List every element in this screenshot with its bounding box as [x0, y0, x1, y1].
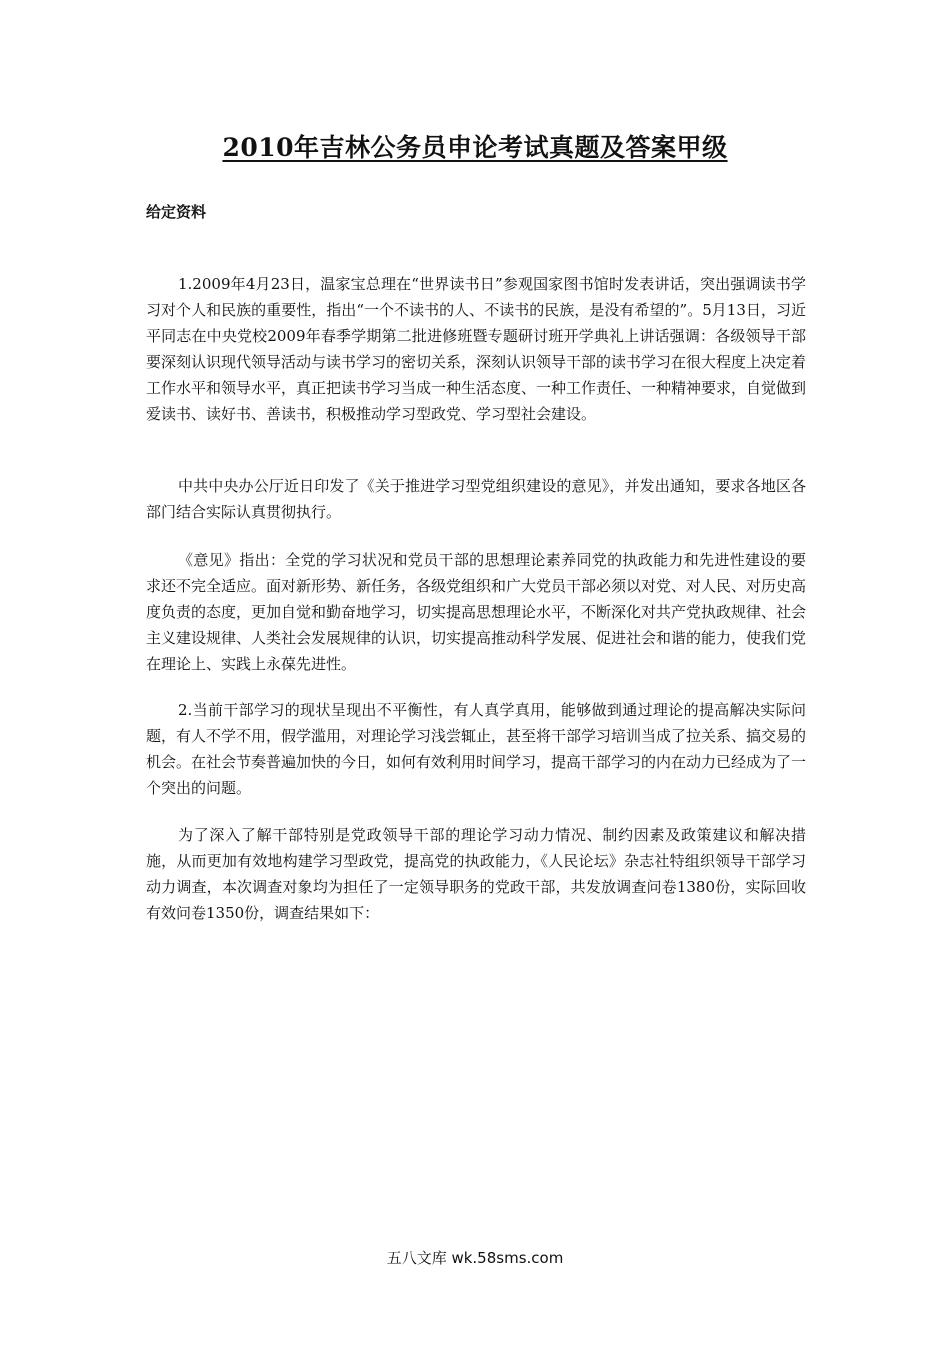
paragraph-5: 为了深入了解干部特别是党政领导干部的理论学习动力情况、制约因素及政策建议和解决措施，从而更加有效地构建学习型政党，提高党的执政能力，《人民论坛》杂志社特组织领导干部学习动力调查，本次调查对象均为担任了一定领导职务的党政干部，共发放调查问卷1380份，实际回收有效问卷1350份，调查结果如下：: [146, 826, 806, 922]
paragraph-4: 2.当前干部学习的现状呈现出不平衡性，有人真学真用，能够做到通过理论的提高解决实际问题，有人不学不用，假学滥用，对理论学习浅尝辄止，甚至将干部学习培训当成了拉关系、搞交易的机会。在社会节奏普遍加快的今日，如何有效利用时间学习，提高干部学习的内在动力已经成为了一个突出的问题。: [146, 701, 807, 797]
page-footer: 五八文库 wk.58sms.com: [386, 1249, 564, 1267]
section-heading: 给定资料: [146, 203, 207, 221]
paragraph-1: 1.2009年4月23日，温家宝总理在“世界读书日”参观国家图书馆时发表讲话，突出强调读书学习对个人和民族的重要性，指出“一个不读书的人、不读书的民族，是没有希望的”。5月13日，习近平同志在中央党校2009年春季学期第二批进修班暨专题研讨班开学典礼上讲话强调：各级领导干部要深刻认识现代领导活动与读书学习的密切关系，深刻认识领导干部的读书学习在很大程度上决定着工作水平和领导水平，真正把读书学习当成一种生活态度、一种工作责任、一种精神要求，自觉做到爱读书、读好书、善读书，积极推动学习型政党、学习型社会建设。: [146, 275, 807, 423]
document-title: 2010年吉林公务员申论考试真题及答案甲级: [222, 133, 728, 162]
paragraph-3: 《意见》指出：全党的学习状况和党员干部的思想理论素养同党的执政能力和先进性建设的要求还不完全适应。面对新形势、新任务，各级党组织和广大党员干部必须以对党、对人民、对历史高度负责的态度，更加自觉和勤奋地学习，切实提高思想理论水平，不断深化对共产党执政规律、社会主义建设规律、人类社会发展规律的认识，切实提高推动科学发展、促进社会和谐的能力，使我们党在理论上、实践上永葆先进性。: [146, 551, 807, 673]
paragraph-2: 中共中央办公厅近日印发了《关于推进学习型党组织建设的意见》，并发出通知，要求各地区各部门结合实际认真贯彻执行。: [146, 477, 806, 521]
